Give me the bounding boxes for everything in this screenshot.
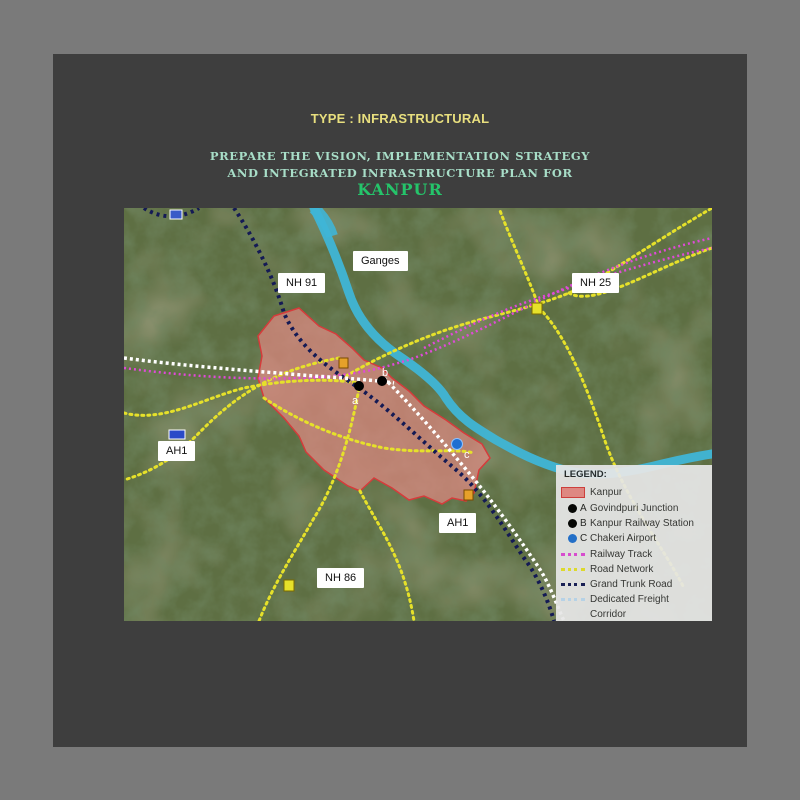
legend-label: Corridor [590, 608, 627, 620]
highway-shield-north [339, 358, 348, 368]
black-dot-icon [568, 519, 577, 528]
legend-letter: B [580, 517, 587, 529]
legend-label: Dedicated Freight [590, 593, 669, 605]
legend-item-grand-trunk-road [560, 577, 672, 591]
legend-label: Kanpur [590, 486, 623, 498]
title-line-1: PREPARE THE VISION, IMPLEMENTATION STRATEGY [209, 149, 591, 163]
marker-label-c: c [464, 449, 470, 461]
highway-shield-nh25 [532, 303, 542, 314]
legend-item-kanpur-railway-station [560, 516, 694, 530]
grand-trunk-line-swatch [561, 583, 585, 586]
chakeri-airport-marker [452, 439, 463, 450]
kanpur-area-swatch [561, 487, 585, 498]
marker-label-b: b [382, 367, 389, 379]
label-nh25: NH 25 [572, 273, 619, 293]
legend-item-chakeri-airport [560, 531, 656, 545]
label-nh91: NH 91 [278, 273, 325, 293]
legend-title: LEGEND: [564, 469, 607, 480]
legend-item-road-network [560, 562, 653, 576]
label-ah1-west: AH1 [158, 441, 195, 461]
legend-item-kanpur [560, 485, 622, 499]
highway-shield-ah1-west [169, 430, 185, 439]
legend-item-railway-track [560, 547, 652, 561]
highway-shield-north-west [170, 210, 182, 219]
legend-label: Chakeri Airport [590, 532, 657, 544]
label-nh86: NH 86 [317, 568, 364, 588]
map-legend [556, 465, 712, 621]
title-line-2: AND INTEGRATED INFRASTRUCTURE PLAN FOR [227, 166, 573, 180]
black-dot-icon [568, 504, 577, 513]
legend-label: Road Network [590, 563, 654, 575]
marker-label-a: a [352, 395, 359, 407]
legend-letter: A [580, 502, 587, 514]
legend-label: Grand Trunk Road [590, 578, 673, 590]
railway-line-swatch [561, 553, 585, 556]
road-line-swatch [561, 568, 585, 571]
type-label: TYPE : INFRASTRUCTURAL [310, 111, 490, 126]
city-title: KANPUR [357, 180, 443, 199]
legend-item-govindpuri-junction [560, 501, 678, 515]
legend-label: Kanpur Railway Station [590, 517, 694, 529]
blue-dot-icon [568, 534, 577, 543]
freight-line-swatch [561, 598, 585, 601]
highway-shield-nh86 [284, 580, 294, 591]
label-ganges: Ganges [353, 251, 408, 271]
legend-label: Govindpuri Junction [590, 502, 679, 514]
highway-shield-ah1-south [464, 490, 473, 500]
govindpuri-junction-marker [354, 381, 364, 391]
label-ah1-south: AH1 [439, 513, 476, 533]
legend-item-dedicated-freight-corridor [560, 592, 669, 606]
legend-letter: C [580, 532, 588, 544]
legend-item-corridor-continued [560, 607, 626, 621]
legend-label: Railway Track [590, 548, 653, 560]
